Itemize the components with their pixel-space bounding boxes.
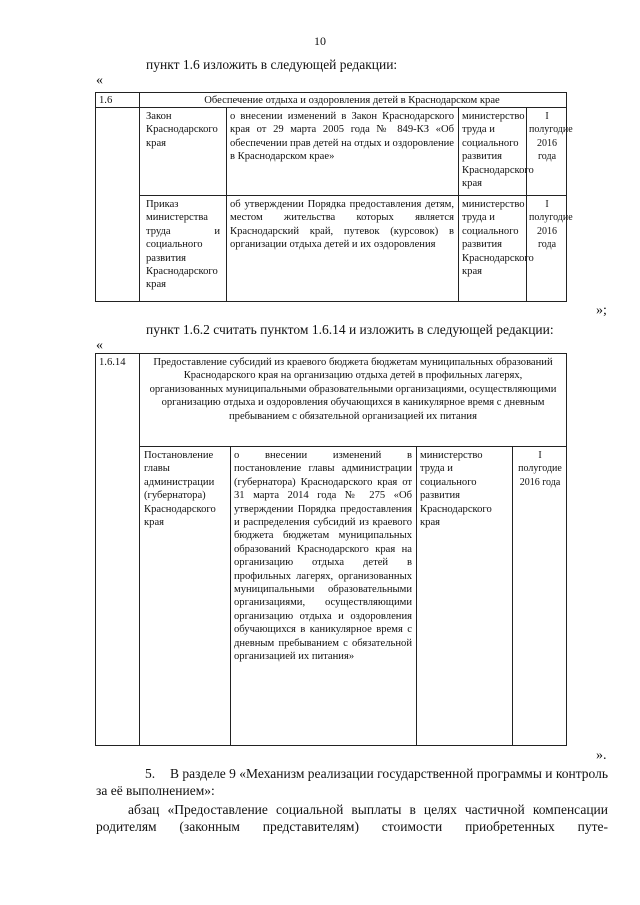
table1-heading: Обеспечение отдыха и оздоровления детей в Краснодарском крае (204, 95, 500, 106)
table2-code: 1.6.14 (99, 357, 126, 368)
table1-row2-doc-type: Приказ министерства труда и социального развития Краснодарского края (146, 199, 220, 291)
intro-paragraph-1: пункт 1.6 изложить в следующей редакции: (146, 57, 398, 72)
table1-row1-term: I полугодие 2016 года (529, 111, 573, 163)
table2-term: I полугодие 2016 года (518, 450, 562, 488)
table1-row1-executor: министерство труда и социального развития Краснодарского края (462, 111, 534, 190)
intro-paragraph-2: пункт 1.6.2 считать пунктом 1.6.14 и изложить в следующей редакции: (146, 322, 554, 337)
table2-doc-type: Постановление главы администрации (губернатора) Краснодарского края (144, 450, 216, 529)
table1-code: 1.6 (99, 95, 113, 106)
page-number: 10 (314, 34, 326, 48)
paragraph-compensation: абзац «Предоставление социальной выплаты в целях частичной компенсации родителям (законным представителям) стоимости приобретенных путе- (96, 802, 608, 834)
table2-heading: Предоставление субсидий из краевого бюджета бюджетам муниципальных образований Краснодарского края на организацию отдыха детей в профильных лагерях, организованных муниципальными образовательными организациями, осуществляющими организацию отдыха и оздоровления обучающихся в каникулярное время с дневным пребыванием с обязательной организацией их питания (149, 357, 557, 422)
section-5-number: 5. (145, 766, 156, 781)
opening-quote-2: « (96, 338, 103, 353)
table1-row2-executor: министерство труда и социального развития Краснодарского края (462, 199, 534, 278)
table2-executor: министерство труда и социального развития Краснодарского края (420, 450, 492, 529)
table2-content: о внесении изменений в постановление главы администрации (губернатора) Краснодарского края от 31 марта 2014 года № 275 «Об утверждении Порядка предоставления и распределения субсидий из краевого бюджета бюджетам муниципальных образований Краснодарского края на организацию отдыха детей в профильных лагерях, организованных муниципальными образовательными организациями, осуществляющими организацию отдыха и оздоровления обучающихся в каникулярное время с дневным пребыванием с обязательной организацией их питания» (234, 450, 412, 663)
opening-quote-1: « (96, 73, 103, 88)
table1-row1-doc-type: Закон Краснодарского края (146, 111, 218, 149)
table1-row2-term: I полугодие 2016 года (529, 199, 573, 251)
table1-row2-content: об утверждении Порядка предоставления детям, местом жительства которых является Краснодарский край, путевок (курсовок) в организации отдыха детей и их оздоровления (230, 199, 454, 251)
table1-row1-content: о внесении изменений в Закон Краснодарского края от 29 марта 2005 года № 849-КЗ «Об обеспечении прав детей на отдых и оздоровление в Краснодарском крае» (230, 111, 454, 163)
table-point-1-6-14 (95, 353, 567, 746)
closing-quote-2: ». (596, 748, 607, 763)
closing-quote-1: »; (596, 303, 607, 318)
section-5-text: В разделе 9 «Механизм реализации государственной программы и контроль за её выполнением»: (96, 766, 608, 798)
table-point-1-6 (95, 92, 573, 302)
